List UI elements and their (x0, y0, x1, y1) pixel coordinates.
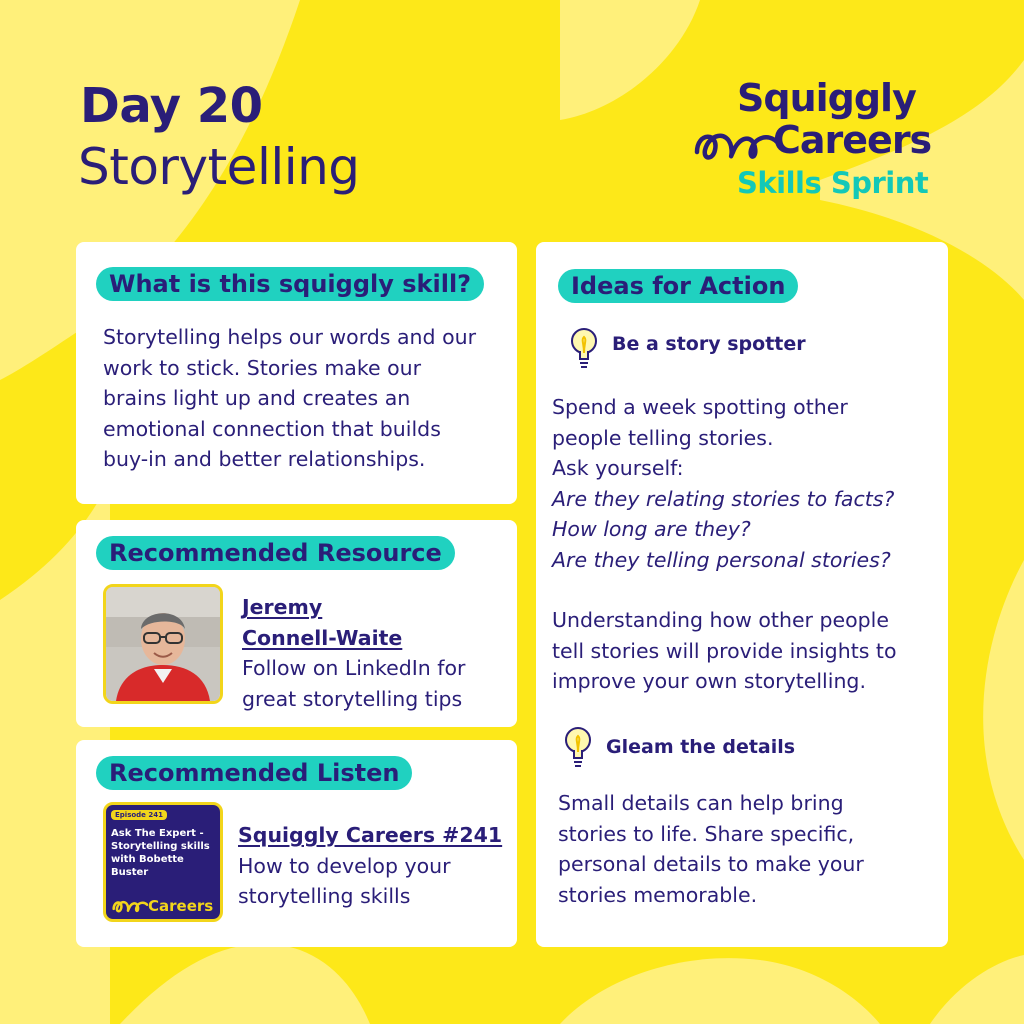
topic-title: Storytelling (78, 138, 360, 196)
profile-photo (103, 584, 223, 704)
ideas-heading: Ideas for Action (558, 269, 798, 303)
podcast-title-link[interactable]: Squiggly Careers #241 (238, 823, 503, 847)
resource-card (76, 520, 517, 727)
resource-heading: Recommended Resource (96, 536, 455, 570)
day-title: Day 20 (80, 78, 263, 134)
squiggle-icon (112, 897, 148, 915)
idea2-body: Small details can help bring stories to life. Share specific, personal details to make your stories memorable. (558, 791, 864, 907)
squiggly-careers-logo (693, 76, 963, 206)
lightbulb-icon (562, 724, 594, 772)
skill-description (103, 322, 513, 475)
logo-line-1: Squiggly (737, 76, 916, 120)
skill-line: emotional connection that builds (103, 416, 441, 441)
podcast-desc: storytelling skills (238, 884, 411, 908)
skill-card (76, 242, 517, 504)
resource-desc: great storytelling tips (242, 686, 463, 711)
skill-heading: What is this squiggly skill? (96, 267, 484, 301)
idea1-title: Be a story spotter (612, 333, 806, 355)
cover-title: Ask The Expert - Storytelling skills with Bobette Buster (111, 828, 210, 878)
cover-brand: Careers (148, 897, 214, 915)
listen-card (76, 740, 517, 947)
ideas-card (536, 242, 948, 947)
podcast-desc: How to develop your (238, 853, 451, 878)
resource-name-link[interactable]: Connell-Waite (242, 625, 403, 650)
idea1-body: Spend a week spotting other people telling stories. Ask yourself: Are they relating stories to facts? How long are they? Are they telling personal stories? Understanding how other people tell stories will provide insights to improve your own storytelling. (552, 395, 897, 693)
skill-line: buy-in and better relationships. (103, 447, 426, 471)
podcast-cover (103, 802, 223, 922)
resource-desc: Follow on LinkedIn for (242, 656, 466, 680)
episode-badge: Episode 241 (111, 810, 167, 820)
lightbulb-icon (568, 325, 600, 373)
person-avatar-icon (106, 587, 220, 701)
skill-line: work to stick. Stories make our (103, 355, 422, 380)
listen-heading: Recommended Listen (96, 756, 412, 790)
skill-line: brains light up and creates an (103, 386, 411, 410)
logo-line-2: Careers (773, 118, 932, 162)
skill-line: Storytelling helps our words and our (103, 325, 477, 349)
squiggle-icon (693, 126, 779, 164)
resource-name-link[interactable]: Jeremy (242, 595, 323, 619)
logo-line-3: Skills Sprint (737, 166, 929, 200)
idea2-title: Gleam the details (606, 736, 796, 758)
